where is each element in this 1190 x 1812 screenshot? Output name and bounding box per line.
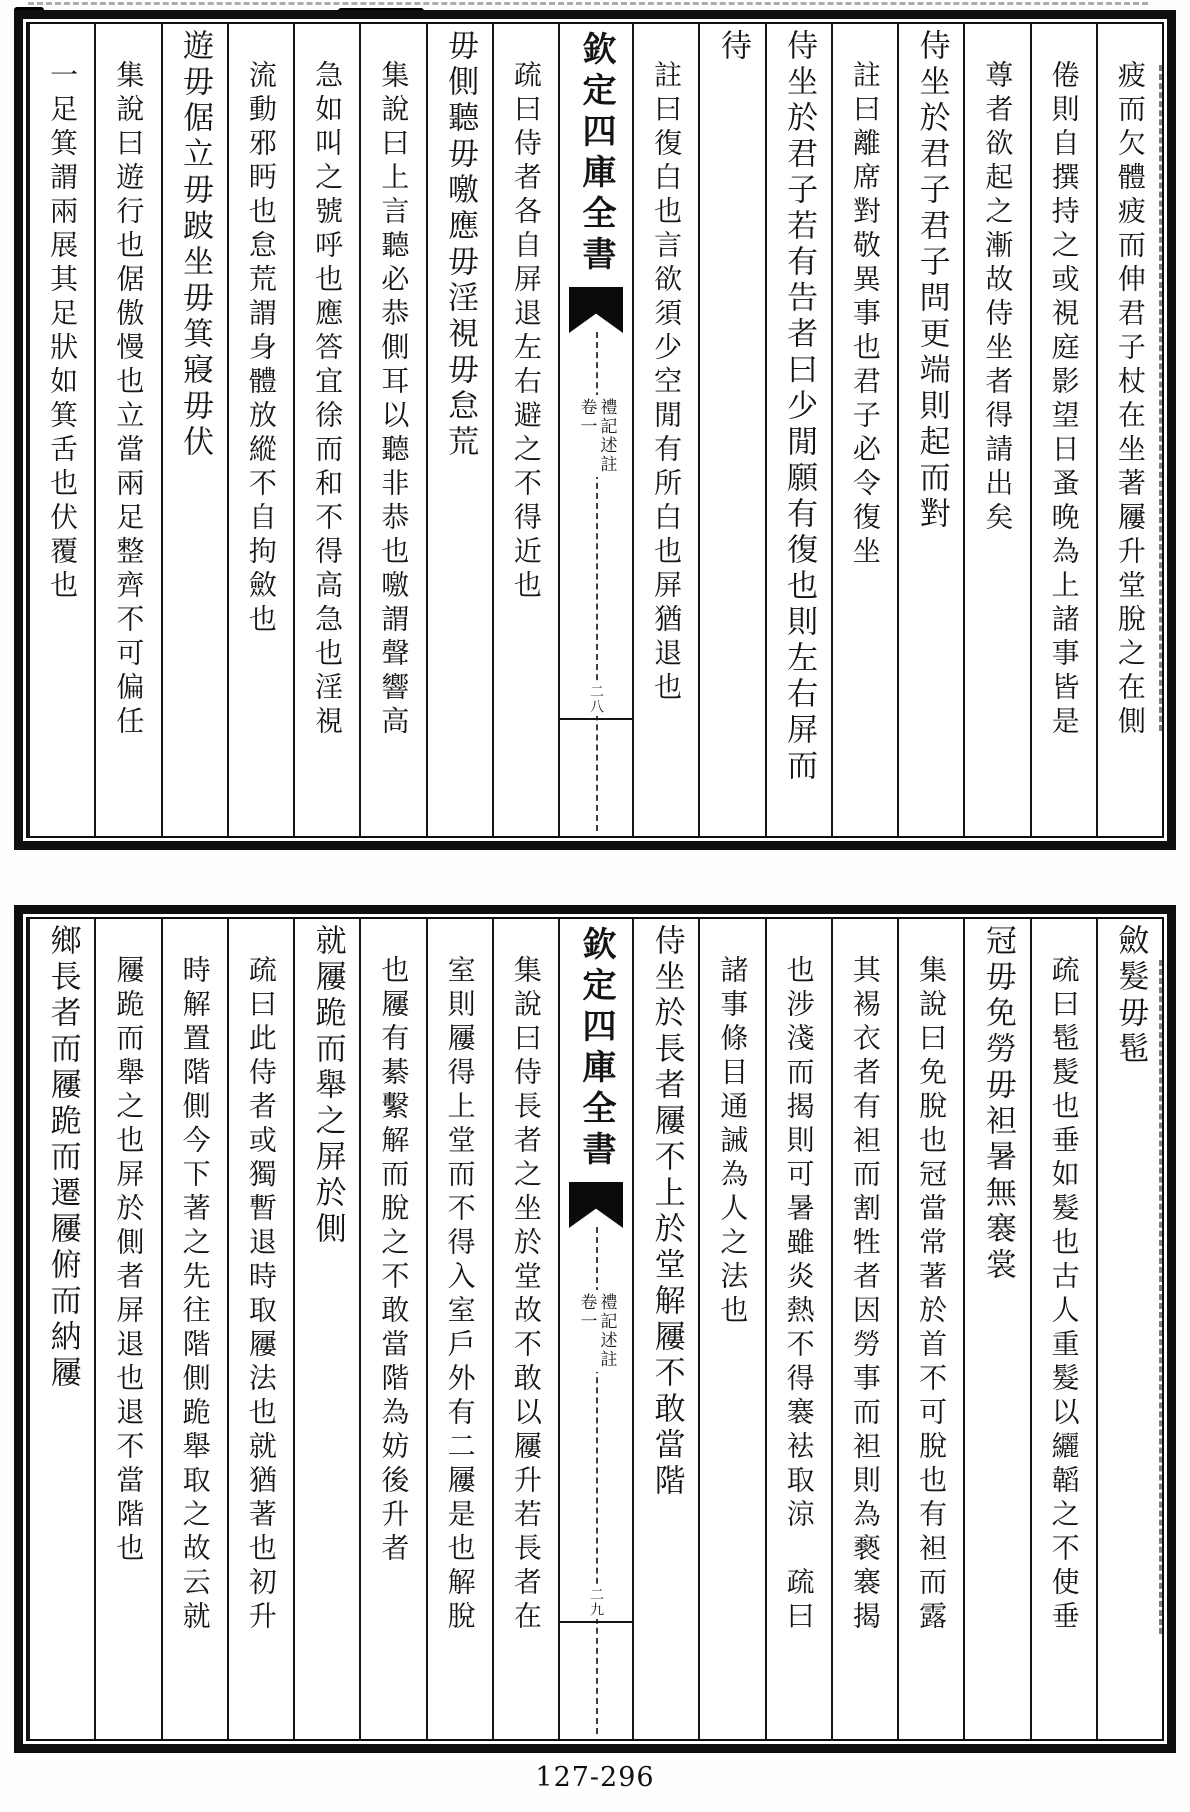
- column-text: 侍坐於君子君子問更端則起而對: [913, 29, 950, 533]
- column-text: 時解置階側今下著之先往階側跪舉取之故云就: [178, 955, 212, 1635]
- column-text: 註曰復白也言欲須少空閒有所白也屏猶退也: [650, 60, 684, 706]
- center-fold-column: [558, 919, 632, 1739]
- classic-text-column: [293, 919, 359, 1739]
- column-text: 就屨跪而舉之屏於側: [309, 924, 346, 1248]
- commentary-text-column: [28, 24, 94, 836]
- commentary-text-column: [831, 919, 897, 1739]
- column-text: 冠毋免勞毋袒暑無褰裳: [979, 924, 1016, 1284]
- footer-page-number: 127-296: [535, 1762, 655, 1793]
- column-text: 侍坐於長者屨不上於堂解屨不敢當階: [648, 924, 685, 1500]
- commentary-text-column: [293, 24, 359, 836]
- commentary-text-column: [359, 919, 425, 1739]
- classic-text-column: [161, 24, 227, 836]
- column-text: 待: [714, 29, 751, 65]
- commentary-text-column: [963, 24, 1029, 836]
- classic-text-column: [28, 919, 94, 1739]
- column-text: 毋側聽毋噭應毋淫視毋怠荒: [442, 29, 479, 461]
- column-text: 也屨有綦繫解而脫之不敢當階為妨後升者: [377, 955, 411, 1567]
- column-text: 室則屨得上堂而不得入室戶外有二屨是也解脫: [443, 955, 477, 1635]
- page-frame-lower: [14, 905, 1176, 1753]
- column-text: 一足箕謂兩展其足狀如箕舌也伏覆也: [46, 60, 80, 604]
- book-title: 禮記述註: [596, 1293, 617, 1369]
- commentary-text-column: [161, 919, 227, 1739]
- commentary-text-column: [1030, 24, 1096, 836]
- book-title-block: [577, 395, 616, 477]
- book-title: 禮記述註: [596, 398, 617, 474]
- commentary-text-column: [632, 24, 698, 836]
- leaf-number: 二九: [588, 1587, 604, 1617]
- classic-text-column: [765, 24, 831, 836]
- column-text: 集說曰上言聽必恭側耳以聽非恭也噭謂聲響高: [377, 60, 411, 740]
- column-text: 流動邪眄也怠荒謂身體放縱不自拘斂也: [244, 60, 278, 638]
- column-text: 註曰離席對敬異事也君子必令復坐: [848, 60, 882, 570]
- column-text: 侍坐於君子若有告者曰少閒願有復也則左右屏而: [781, 29, 818, 785]
- column-text: 也涉淺而揭則可暑雖炎熱不得褰袪取涼 疏曰: [782, 955, 816, 1635]
- column-text: 疲而欠體疲而伸君子杖在坐著屨升堂脫之在側: [1113, 60, 1147, 740]
- classic-text-column: [897, 24, 963, 836]
- page-inner-lower: [26, 917, 1164, 1741]
- commentary-text-column: [765, 919, 831, 1739]
- classic-text-column: [698, 24, 764, 836]
- siku-quanshu-title: 欽定四庫全書: [576, 926, 616, 1172]
- commentary-text-column: [227, 919, 293, 1739]
- page-edge-bleed-marks: [28, 2, 1148, 5]
- column-text: 鄉長者而屨跪而遷屨俯而納屨: [44, 924, 81, 1392]
- volume-label: 卷一: [576, 1293, 597, 1331]
- commentary-text-column: [492, 919, 558, 1739]
- classic-text-column: [963, 919, 1029, 1739]
- column-text: 斂髮毋髢: [1112, 924, 1149, 1068]
- commentary-text-column: [897, 919, 963, 1739]
- commentary-text-column: [492, 24, 558, 836]
- column-text: 屨跪而舉之也屏於側者屏退也退不當階也: [112, 955, 146, 1567]
- classic-text-column: [1096, 919, 1162, 1739]
- column-text: 其裼衣者有袒而割牲者因勞事而袒則為褻褰揭: [848, 955, 882, 1635]
- commentary-text-column: [94, 919, 160, 1739]
- commentary-text-column: [698, 919, 764, 1739]
- column-text: 疏曰侍者各自屏退左右避之不得近也: [509, 60, 543, 604]
- commentary-text-column: [426, 919, 492, 1739]
- leaf-number-divider: [560, 718, 632, 720]
- column-text: 遊毋倨立毋跛坐毋箕寢毋伏: [177, 29, 214, 461]
- page-edge-bleed-marks: [1159, 65, 1162, 731]
- book-title-block: [577, 1290, 616, 1372]
- column-text: 諸事條目通誡為人之法也: [716, 955, 750, 1329]
- classic-text-column: [632, 919, 698, 1739]
- page-edge-bleed-marks: [1159, 960, 1162, 1634]
- commentary-text-column: [1030, 919, 1096, 1739]
- leaf-number: 二八: [588, 684, 604, 714]
- center-fold-column: [558, 24, 632, 836]
- volume-label: 卷一: [576, 398, 597, 436]
- column-text: 疏曰此侍者或獨暫退時取屨法也就猶著也初升: [244, 955, 278, 1635]
- column-text: 急如叫之號呼也應答宜徐而和不得高急也淫視: [311, 60, 345, 740]
- page-inner-upper: [26, 22, 1164, 838]
- column-text: 集說曰侍長者之坐於堂故不敢以屨升若長者在: [509, 955, 543, 1635]
- column-text: 集說曰遊行也倨傲慢也立當兩足整齊不可偏任: [112, 60, 146, 740]
- fishtail-marker-icon: [569, 287, 623, 333]
- column-text: 集說曰免脫也冠當常著於首不可脫也有袒而露: [915, 955, 949, 1635]
- commentary-text-column: [1096, 24, 1162, 836]
- commentary-text-column: [831, 24, 897, 836]
- page-frame-upper: [14, 10, 1176, 850]
- commentary-text-column: [227, 24, 293, 836]
- column-text: 尊者欲起之漸故侍坐者得請出矣: [981, 60, 1015, 536]
- leaf-number-divider: [560, 1621, 632, 1623]
- commentary-text-column: [359, 24, 425, 836]
- column-text: 倦則自撰持之或視庭影望日蚤晚為上諸事皆是: [1047, 60, 1081, 740]
- commentary-text-column: [94, 24, 160, 836]
- classic-text-column: [426, 24, 492, 836]
- fishtail-marker-icon: [569, 1182, 623, 1228]
- column-text: 疏曰髢髲也垂如髮也古人重髮以纚韜之不使垂: [1047, 955, 1081, 1635]
- siku-quanshu-title: 欽定四庫全書: [576, 31, 616, 277]
